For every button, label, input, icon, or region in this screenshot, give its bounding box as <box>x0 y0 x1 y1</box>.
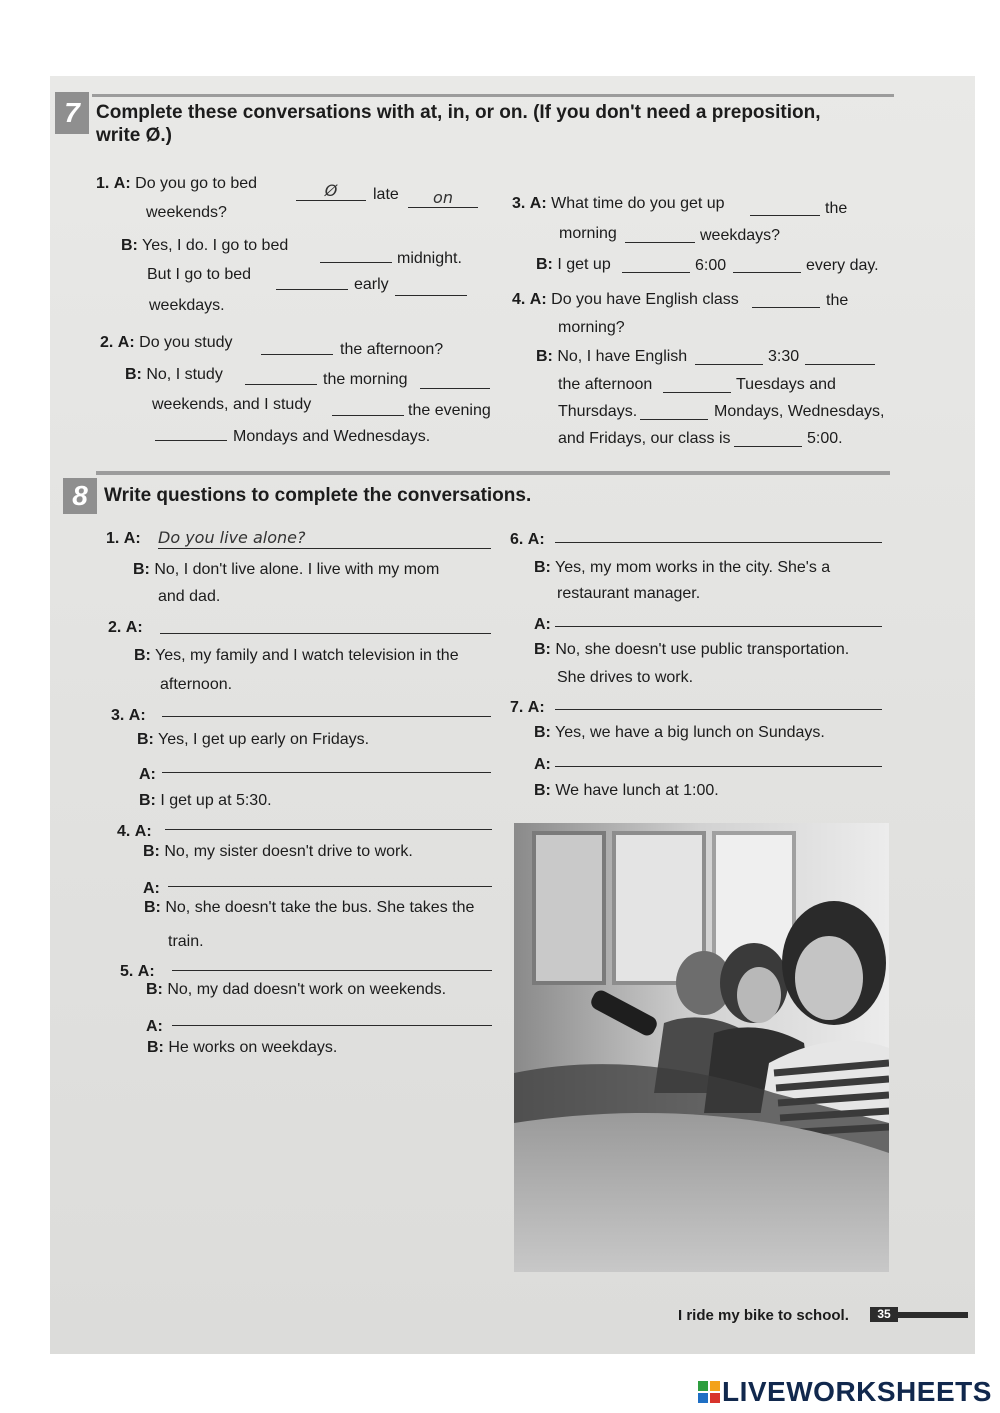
q4-label: 4. A: <box>117 823 152 840</box>
item-2-morning: the morning <box>323 371 408 388</box>
q1-answer-input[interactable]: Do you live alone? <box>158 528 491 549</box>
q7-answer-input-2[interactable] <box>555 766 882 767</box>
answer-7-4-b3[interactable] <box>663 392 731 393</box>
item-4-morning: morning? <box>558 319 625 336</box>
item-2-mondays: Mondays and Wednesdays. <box>233 428 431 445</box>
answer-7-2-b3[interactable] <box>332 415 404 416</box>
q2-label: 2. A: <box>108 619 143 636</box>
q3-answer-input[interactable] <box>162 716 491 717</box>
q1-b-label: B: No, I don't live alone. I live with my mom <box>133 561 440 578</box>
answer-7-4-b5[interactable] <box>734 446 802 447</box>
item-1-weekends: weekends? <box>146 204 227 221</box>
exercise-7-item-4-b: B: No, I have English <box>536 348 688 365</box>
item-4-fridays: and Fridays, our class is <box>558 430 731 447</box>
section-7-instruction: Complete these conversations with at, in, or on. (If you don't need a preposition, <box>96 102 821 123</box>
item-3-weekdays: weekdays? <box>700 227 781 244</box>
exercise-7-item-1-a: 1. A: Do you go to bed <box>96 175 258 192</box>
q4-b: B: No, my sister doesn't drive to work. <box>143 843 413 860</box>
answer-7-3-a1[interactable] <box>750 215 820 216</box>
page-number: 35 <box>870 1307 898 1322</box>
page-footer-title: I ride my bike to school. <box>678 1307 849 1324</box>
q6-answer-input[interactable] <box>555 542 882 543</box>
item-1-late: late <box>373 186 399 203</box>
item-3-six: 6:00 <box>695 257 727 274</box>
item-3-morning: morning <box>559 225 617 242</box>
q3-b: B: Yes, I get up early on Fridays. <box>137 731 370 748</box>
q7-a2-label: A: <box>534 756 551 773</box>
exercise-7-item-3-a: 3. A: What time do you get up <box>512 195 725 212</box>
q6-b2: B: No, she doesn't use public transportation. <box>534 641 850 658</box>
q5-answer-input-2[interactable] <box>172 1025 492 1026</box>
section-8-number: 8 <box>63 478 97 514</box>
answer-7-1-b2[interactable] <box>276 289 348 290</box>
exercise-7-item-3-b: B: I get up <box>536 256 611 273</box>
q6-b2-line2: She drives to work. <box>557 669 694 686</box>
answer-7-3-b1[interactable] <box>622 272 690 273</box>
q3-answer-input-2[interactable] <box>162 772 491 773</box>
exercise-7-item-4-a: 4. A: Do you have English class <box>512 291 739 308</box>
item-2-afternoon: the afternoon? <box>340 341 444 358</box>
exercise-7-item-2-a: 2. A: Do you study <box>100 334 233 351</box>
answer-7-3-a2[interactable] <box>625 242 695 243</box>
exercise-7-item-2-b: B: No, I study <box>125 366 223 383</box>
answer-7-1-second[interactable]: on <box>408 188 478 208</box>
section-8-rule <box>96 471 890 475</box>
answer-7-4-b4[interactable] <box>640 419 708 420</box>
q4-b2-line2: train. <box>168 933 204 950</box>
answer-7-1-b1[interactable] <box>320 262 392 263</box>
q7-answer-input[interactable] <box>555 709 882 710</box>
q1-label: 1. A: <box>106 530 141 547</box>
q5-label: 5. A: <box>120 963 155 980</box>
item-4-thursdays: Thursdays. <box>558 403 638 420</box>
item-1-but: But I go to bed <box>147 266 252 283</box>
footer-rule <box>898 1312 968 1318</box>
q7-b: B: Yes, we have a big lunch on Sundays. <box>534 724 825 741</box>
answer-7-1-first[interactable]: Ø <box>296 181 366 201</box>
family-watching-tv-photo <box>514 823 889 1272</box>
q5-b: B: No, my dad doesn't work on weekends. <box>146 981 447 998</box>
q6-label: 6. A: <box>510 531 545 548</box>
item-4-afternoon: the afternoon <box>558 376 653 393</box>
item-4-mondays: Mondays, Wednesdays, <box>714 403 885 420</box>
answer-7-4-b2[interactable] <box>805 364 875 365</box>
q6-a2-label: A: <box>534 616 551 633</box>
q1-b-line2: and dad. <box>158 588 221 605</box>
item-1-midnight: midnight. <box>397 250 462 267</box>
section-7-number: 7 <box>55 92 89 134</box>
q4-a2-label: A: <box>143 880 160 897</box>
liveworksheets-logo: LIVEWORKSHEETS <box>698 1376 992 1408</box>
answer-7-2-b1[interactable] <box>245 384 317 385</box>
q3-label: 3. A: <box>111 707 146 724</box>
q2-b-line2: afternoon. <box>160 676 233 693</box>
item-4-330: 3:30 <box>768 348 800 365</box>
q4-answer-input-2[interactable] <box>168 886 492 887</box>
item-2-evening: the evening <box>408 402 491 419</box>
answer-7-1-b3[interactable] <box>395 295 467 296</box>
section-8-instruction: Write questions to complete the conversations. <box>104 485 532 506</box>
q6-answer-input-2[interactable] <box>555 626 882 627</box>
q7-b2: B: We have lunch at 1:00. <box>534 782 719 799</box>
q5-answer-input[interactable] <box>172 970 492 971</box>
item-3-the: the <box>825 200 848 217</box>
q6-b: B: Yes, my mom works in the city. She's a <box>534 559 831 576</box>
q6-b-line2: restaurant manager. <box>557 585 701 602</box>
item-1-early: early <box>354 276 389 293</box>
q2-b: B: Yes, my family and I watch television in the <box>134 647 459 664</box>
answer-7-4-b1[interactable] <box>695 364 763 365</box>
q7-label: 7. A: <box>510 699 545 716</box>
q3-a2-label: A: <box>139 766 156 783</box>
exercise-7-item-1-b: B: Yes, I do. I go to bed <box>121 237 289 254</box>
section-7-instruction-2: write Ø.) <box>96 125 173 146</box>
item-3-every-day: every day. <box>806 257 879 274</box>
q5-b2: B: He works on weekdays. <box>147 1039 338 1056</box>
answer-7-2-a1[interactable] <box>261 354 333 355</box>
q5-a2-label: A: <box>146 1018 163 1035</box>
section-7-rule <box>92 94 894 97</box>
answer-7-2-b4[interactable] <box>155 440 227 441</box>
q3-b2: B: I get up at 5:30. <box>139 792 272 809</box>
liveworksheets-icon <box>698 1378 720 1400</box>
answer-7-2-b2[interactable] <box>420 388 490 389</box>
q4-b2: B: No, she doesn't take the bus. She takes the <box>144 899 475 916</box>
item-4-the: the <box>826 292 849 309</box>
item-4-five: 5:00. <box>807 430 843 447</box>
item-1-weekdays: weekdays. <box>149 297 225 314</box>
q4-answer-input[interactable] <box>165 829 492 830</box>
q2-answer-input[interactable] <box>160 633 491 634</box>
answer-7-4-a1[interactable] <box>752 307 820 308</box>
item-2-weekends: weekends, and I study <box>152 396 312 413</box>
item-4-tuesdays: Tuesdays and <box>736 376 836 393</box>
answer-7-3-b2[interactable] <box>733 272 801 273</box>
